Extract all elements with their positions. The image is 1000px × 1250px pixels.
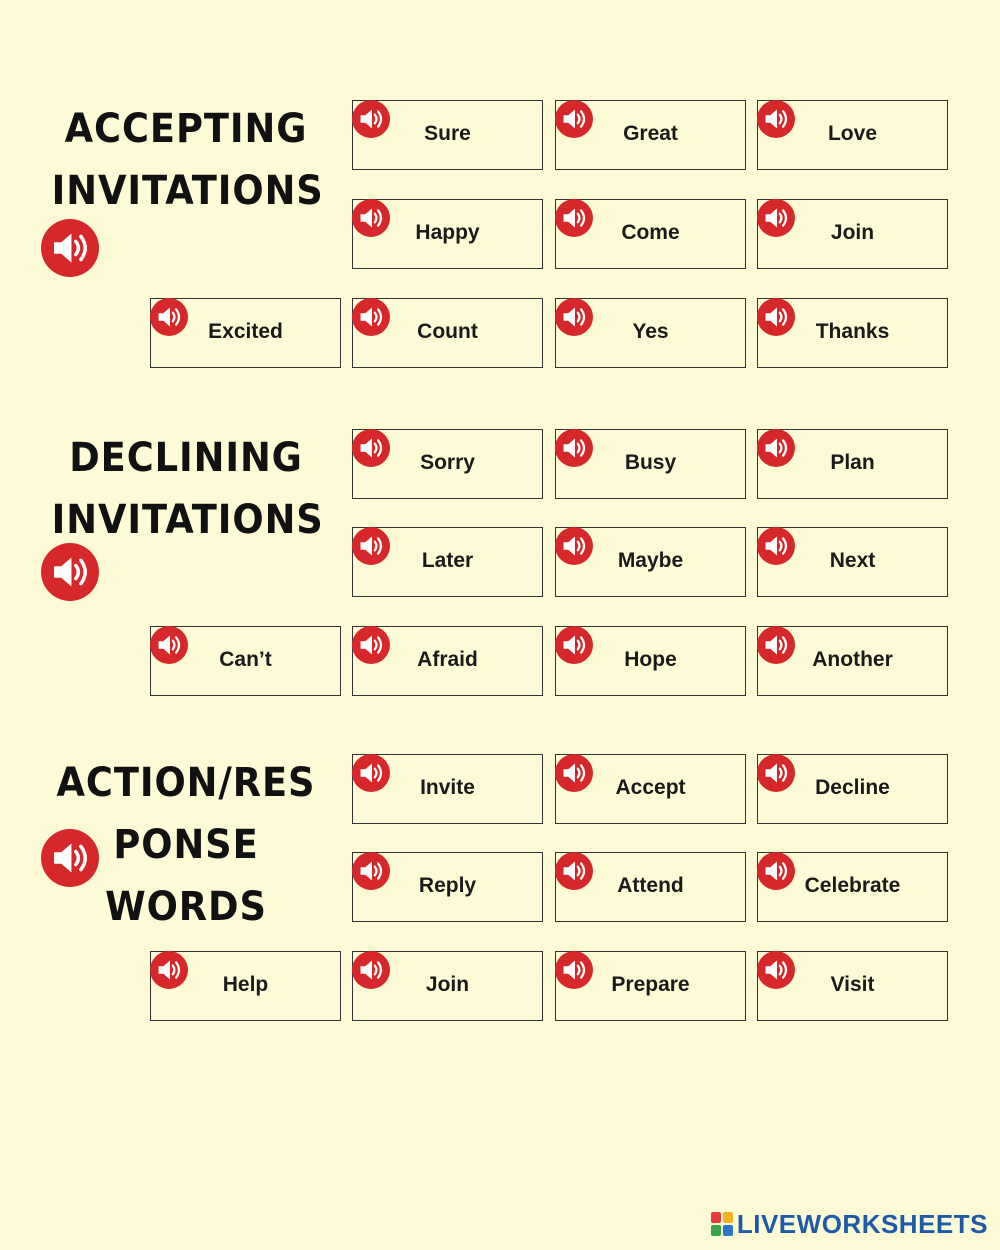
section-title-line: ACCEPTING <box>64 106 308 152</box>
word-label: Hope <box>624 648 677 671</box>
word-label: Great <box>623 122 678 145</box>
word-card[interactable] <box>150 626 341 696</box>
speaker-icon[interactable] <box>41 219 99 277</box>
word-card[interactable] <box>555 527 746 597</box>
logo-mark <box>711 1212 733 1236</box>
word-card[interactable] <box>555 298 746 368</box>
word-label: Another <box>812 648 893 671</box>
section-title-line: WORDS <box>105 884 267 930</box>
word-card[interactable] <box>757 527 948 597</box>
word-card[interactable] <box>352 951 543 1021</box>
word-card[interactable] <box>757 100 948 170</box>
word-label: Sure <box>424 122 471 145</box>
word-card[interactable] <box>555 626 746 696</box>
section-title-declining <box>51 427 324 551</box>
word-card[interactable] <box>150 298 341 368</box>
word-card[interactable] <box>555 199 746 269</box>
word-label: Prepare <box>611 973 690 996</box>
word-card[interactable] <box>352 429 543 499</box>
word-label: Reply <box>418 874 477 897</box>
word-card[interactable] <box>555 754 746 824</box>
word-label: Invite <box>420 776 475 799</box>
word-card[interactable] <box>352 852 543 922</box>
word-card[interactable] <box>757 298 948 368</box>
speaker-icon[interactable] <box>41 829 99 887</box>
word-label: Celebrate <box>804 874 901 897</box>
word-card[interactable] <box>352 298 543 368</box>
logo-mark-tile <box>711 1225 721 1236</box>
word-card[interactable] <box>757 429 948 499</box>
word-label: Help <box>222 973 269 996</box>
word-card[interactable] <box>555 100 746 170</box>
word-card[interactable] <box>757 951 948 1021</box>
word-card[interactable] <box>555 852 746 922</box>
word-label: Come <box>621 221 680 244</box>
word-label: Thanks <box>815 320 890 343</box>
liveworksheets-logo <box>711 1208 988 1240</box>
section-title-line: ACTION/RES <box>56 760 316 806</box>
word-card[interactable] <box>352 626 543 696</box>
word-card[interactable] <box>352 199 543 269</box>
word-card[interactable] <box>150 951 341 1021</box>
word-label: Excited <box>208 320 283 343</box>
word-card[interactable] <box>352 527 543 597</box>
word-card[interactable] <box>757 626 948 696</box>
word-label: Sorry <box>420 451 475 474</box>
logo-text: LIVEWORKSHEETS <box>736 1208 988 1239</box>
word-label: Plan <box>830 451 875 474</box>
section-title-accepting <box>51 98 324 222</box>
word-label: Yes <box>632 320 669 343</box>
word-card[interactable] <box>352 754 543 824</box>
section-title-line: INVITATIONS <box>51 168 324 214</box>
word-label: Accept <box>615 776 686 799</box>
word-label: Happy <box>415 221 480 244</box>
word-label: Join <box>830 221 875 244</box>
section-title-line: PONSE <box>113 822 259 868</box>
word-label: Count <box>417 320 478 343</box>
word-label: Can’t <box>219 648 272 671</box>
word-card[interactable] <box>757 199 948 269</box>
word-card[interactable] <box>555 429 746 499</box>
word-label: Maybe <box>617 549 684 572</box>
word-label: Attend <box>617 874 684 897</box>
speaker-icon[interactable] <box>41 543 99 601</box>
word-label: Afraid <box>417 648 478 671</box>
word-card[interactable] <box>352 100 543 170</box>
section-title-line: DECLINING <box>69 435 303 481</box>
logo-mark-tile <box>711 1212 721 1223</box>
word-label: Visit <box>830 973 875 996</box>
word-label: Decline <box>815 776 890 799</box>
word-card[interactable] <box>555 951 746 1021</box>
section-title-line: INVITATIONS <box>51 497 324 543</box>
word-label: Later <box>421 549 474 572</box>
word-card[interactable] <box>757 852 948 922</box>
logo-mark-tile <box>723 1212 733 1223</box>
word-label: Busy <box>624 451 677 474</box>
word-label: Love <box>827 122 877 145</box>
word-label: Next <box>829 549 876 572</box>
word-card[interactable] <box>757 754 948 824</box>
word-label: Join <box>425 973 470 996</box>
logo-mark-tile <box>723 1225 733 1236</box>
